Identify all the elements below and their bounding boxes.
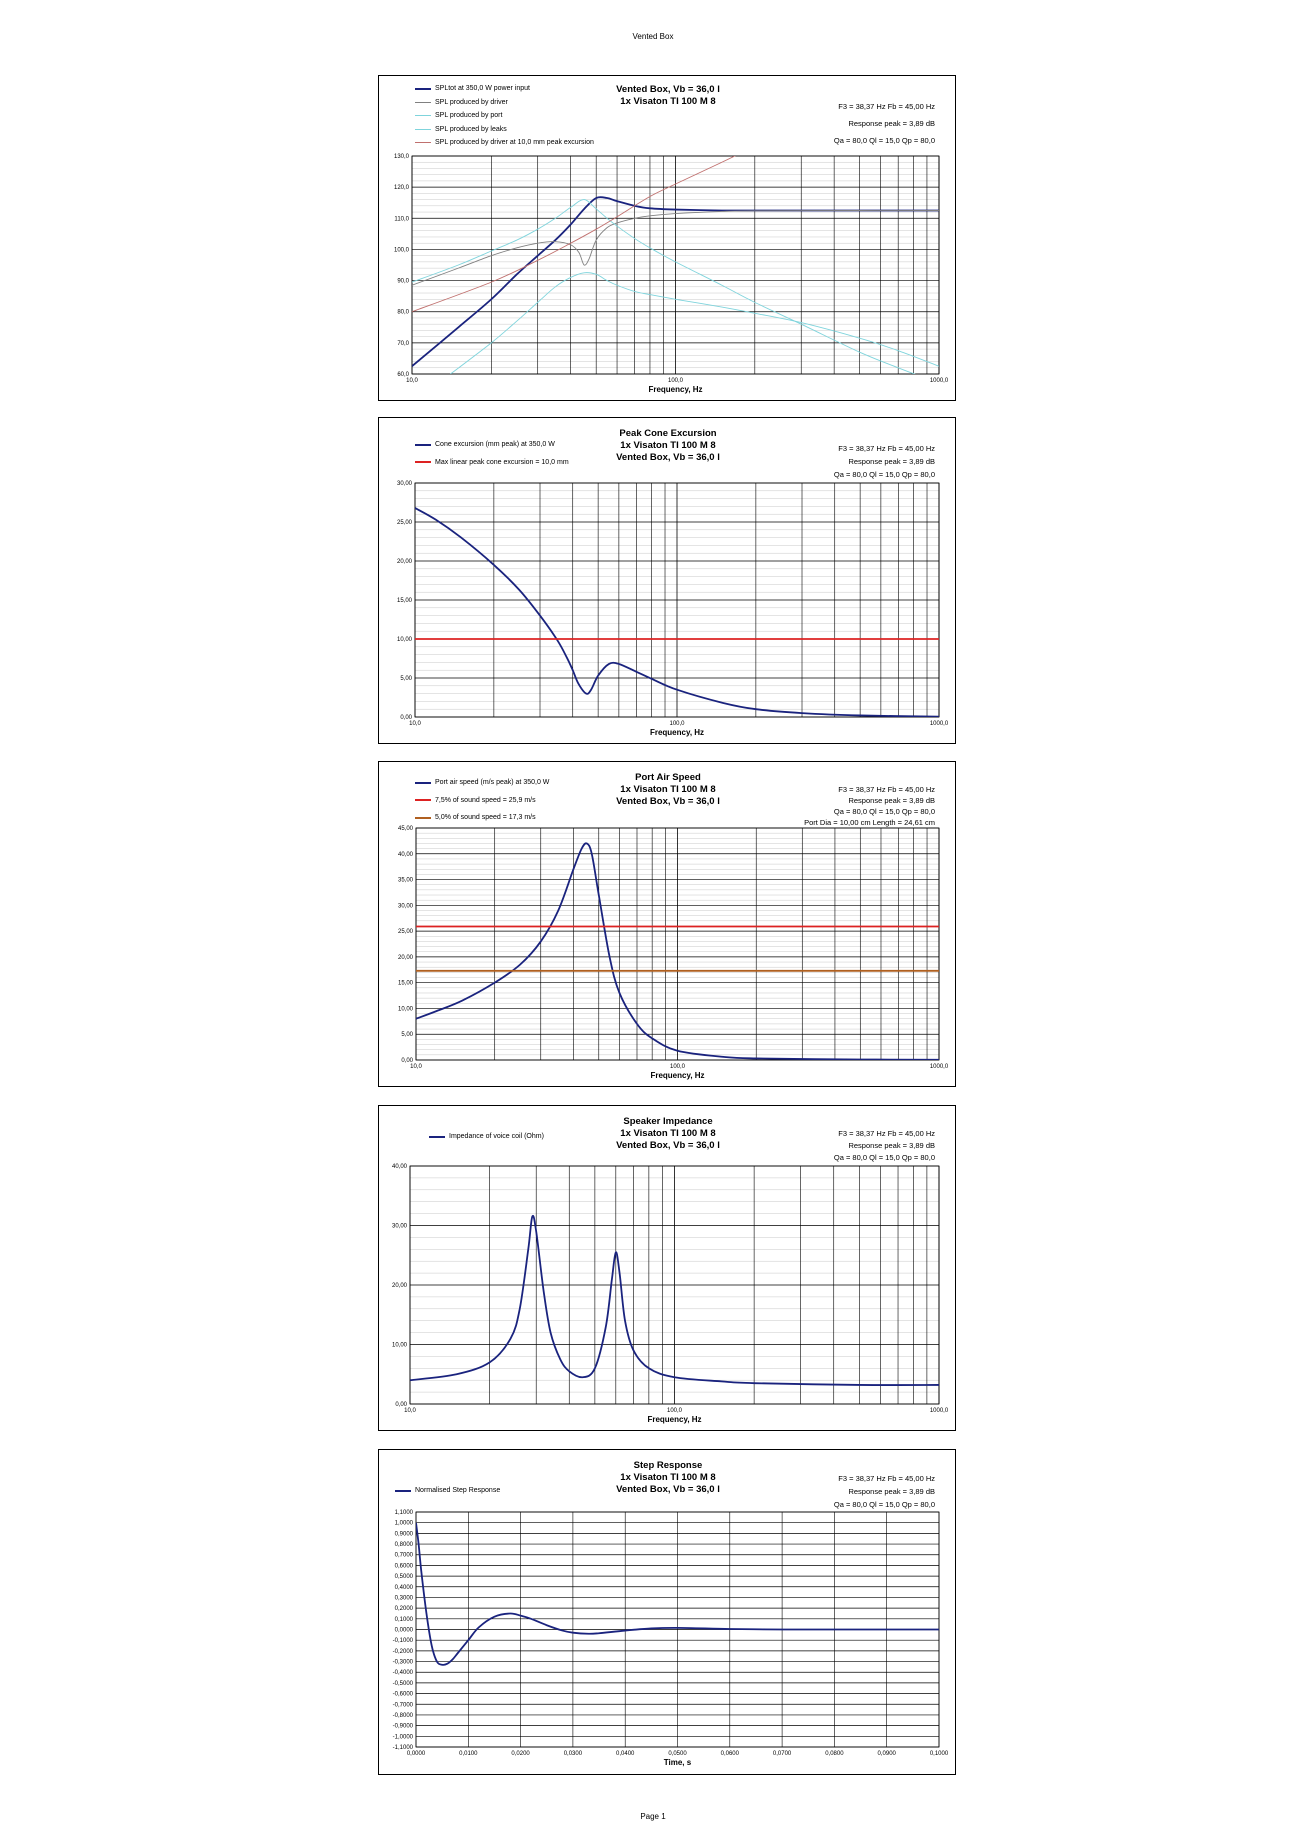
x-tick-label: 1000,0	[929, 378, 949, 384]
x-tick-label: 0,0900	[877, 1751, 896, 1757]
y-tick-label: 0,00	[401, 1058, 413, 1064]
series-line	[451, 273, 940, 374]
y-tick-label: 30,00	[396, 481, 412, 487]
y-tick-label: 0,4000	[394, 1584, 413, 1591]
legend-label: Impedance of voice coil (Ohm)	[449, 1133, 544, 1140]
title-line: 1x Visaton TI 100 M 8	[620, 96, 716, 107]
info-line: Port Dia = 10,00 cm Length = 24,61 cm	[804, 818, 935, 827]
y-tick-label: 0,00	[395, 1402, 407, 1408]
legend-label: SPL produced by driver at 10,0 mm peak excursion	[435, 139, 594, 146]
y-tick-label: 70,0	[397, 340, 409, 347]
y-tick-label: 0,5000	[394, 1574, 413, 1581]
title-line: 1x Visaton TI 100 M 8	[620, 1472, 716, 1483]
y-tick-label: 90,0	[397, 278, 409, 285]
legend-label: Port air speed (m/s peak) at 350,0 W	[435, 779, 550, 786]
y-tick-label: 20,00	[396, 559, 412, 565]
info-line: Response peak = 3,89 dB	[848, 457, 935, 466]
x-tick-label: 0,0500	[668, 1751, 687, 1757]
y-tick-label: -0,1000	[392, 1638, 413, 1645]
title-line: Port Air Speed	[635, 772, 701, 783]
y-tick-label: 1,1000	[394, 1510, 413, 1516]
y-tick-label: 60,0	[397, 372, 409, 378]
y-tick-label: 30,00	[391, 1223, 407, 1230]
x-tick-label: 10,0	[410, 1064, 422, 1070]
title-line: Vented Box, Vb = 36,0 l	[616, 1484, 720, 1495]
y-tick-label: 25,00	[396, 520, 412, 526]
y-tick-label: 25,00	[397, 929, 413, 936]
x-tick-label: 100,0	[669, 1064, 686, 1070]
legend-label: SPL produced by leaks	[435, 125, 507, 133]
step-plot	[379, 1450, 957, 1776]
title-line: Peak Cone Excursion	[619, 428, 717, 439]
legend-label: 5,0% of sound speed = 17,3 m/s	[435, 814, 536, 821]
imp-chart-panel	[378, 1105, 956, 1431]
legend-label: SPLtot at 350,0 W power input	[435, 85, 530, 92]
y-tick-label: 100,0	[393, 247, 409, 254]
y-tick-label: 10,00	[397, 1006, 413, 1013]
y-tick-label: 10,00	[391, 1342, 407, 1349]
y-tick-label: 45,00	[397, 826, 413, 832]
info-line: F3 = 38,37 Hz Fb = 45,00 Hz	[838, 1474, 935, 1483]
y-tick-label: 15,00	[397, 980, 413, 987]
info-line: Response peak = 3,89 dB	[848, 1487, 935, 1496]
y-tick-label: 5,00	[401, 1032, 413, 1039]
x-tick-label: 0,0700	[772, 1751, 792, 1757]
y-tick-label: 120,0	[393, 185, 409, 192]
x-axis-label: Frequency, Hz	[647, 1415, 702, 1424]
y-tick-label: 110,0	[394, 216, 409, 223]
y-tick-label: -0,5000	[392, 1680, 413, 1687]
y-tick-label: -0,9000	[392, 1723, 413, 1730]
y-tick-label: 15,00	[396, 598, 412, 604]
info-line: Qa = 80,0 Ql = 15,0 Qp = 80,0	[833, 136, 935, 145]
y-tick-label: 0,1000	[394, 1616, 413, 1623]
x-tick-label: 0,1000	[929, 1751, 949, 1757]
y-tick-label: 0,0000	[394, 1627, 413, 1634]
x-tick-label: 0,0800	[825, 1751, 844, 1757]
x-tick-label: 1000,0	[929, 721, 949, 727]
title-line: Vented Box, Vb = 36,0 l	[616, 1140, 720, 1151]
step-chart-panel	[378, 1449, 956, 1775]
legend-label: Max linear peak cone excursion = 10,0 mm	[435, 458, 569, 466]
y-tick-label: 0,00	[400, 715, 412, 721]
info-line: Response peak = 3,89 dB	[848, 796, 935, 805]
info-line: F3 = 38,37 Hz Fb = 45,00 Hz	[838, 102, 935, 111]
y-tick-label: 40,00	[397, 851, 413, 858]
y-tick-label: 0,9000	[394, 1531, 413, 1538]
info-line: Qa = 80,0 Ql = 15,0 Qp = 80,0	[833, 807, 935, 816]
x-axis-label: Frequency, Hz	[648, 385, 703, 394]
spl-chart-panel	[378, 75, 956, 401]
y-tick-label: 30,00	[397, 903, 413, 910]
x-tick-label: 1000,0	[929, 1408, 949, 1414]
y-tick-label: 80,0	[397, 309, 409, 316]
y-tick-label: 0,2000	[394, 1606, 413, 1613]
y-tick-label: 5,00	[400, 676, 412, 682]
x-tick-label: 1000,0	[929, 1064, 949, 1070]
info-line: Response peak = 3,89 dB	[848, 119, 935, 128]
y-tick-label: 0,7000	[394, 1552, 413, 1559]
y-tick-label: 20,00	[397, 954, 413, 961]
x-axis-label: Frequency, Hz	[650, 1071, 705, 1080]
legend-label: SPL produced by driver	[435, 98, 508, 106]
x-tick-label: 0,0100	[459, 1751, 478, 1757]
page-header: Vented Box	[632, 32, 674, 41]
imp-plot	[379, 1106, 957, 1432]
info-line: F3 = 38,37 Hz Fb = 45,00 Hz	[838, 785, 935, 794]
x-tick-label: 100,0	[669, 721, 685, 727]
cone-plot	[379, 418, 957, 745]
cone-chart-panel	[378, 417, 956, 744]
x-axis-label: Time, s	[663, 1758, 692, 1767]
x-tick-label: 0,0300	[563, 1751, 583, 1757]
x-axis-label: Frequency, Hz	[649, 728, 705, 737]
y-tick-label: 0,8000	[394, 1542, 413, 1549]
title-line: Step Response	[633, 1460, 703, 1471]
title-line: 1x Visaton TI 100 M 8	[620, 784, 716, 795]
y-tick-label: -0,7000	[392, 1702, 413, 1709]
y-tick-label: 130,0	[393, 154, 409, 160]
title-line: Vented Box, Vb = 36,0 l	[616, 452, 720, 463]
title-line: 1x Visaton TI 100 M 8	[620, 440, 716, 451]
x-tick-label: 100,0	[667, 378, 684, 384]
x-tick-label: 10,0	[404, 1408, 416, 1414]
y-tick-label: 40,00	[391, 1164, 407, 1170]
info-line: Response peak = 3,89 dB	[848, 1141, 935, 1150]
x-tick-label: 0,0600	[720, 1751, 739, 1757]
x-tick-label: 0,0000	[406, 1751, 426, 1757]
x-tick-label: 0,0200	[511, 1751, 530, 1757]
y-tick-label: 10,00	[396, 637, 412, 643]
legend-label: SPL produced by port	[435, 112, 503, 119]
legend-label: Cone excursion (mm peak) at 350,0 W	[435, 441, 555, 448]
y-tick-label: -0,8000	[392, 1712, 413, 1719]
y-tick-label: -1,0000	[392, 1734, 413, 1741]
info-line: Qa = 80,0 Ql = 15,0 Qp = 80,0	[833, 1500, 935, 1509]
y-tick-label: 20,00	[391, 1283, 407, 1289]
info-line: Qa = 80,0 Ql = 15,0 Qp = 80,0	[833, 470, 935, 479]
y-tick-label: 0,3000	[394, 1595, 413, 1602]
spl-plot	[379, 76, 957, 402]
title-line: Speaker Impedance	[623, 1116, 713, 1127]
y-tick-label: -0,4000	[392, 1670, 413, 1677]
title-line: Vented Box, Vb = 36,0 l	[616, 796, 720, 807]
y-tick-label: 35,00	[397, 877, 413, 884]
y-tick-label: -0,3000	[392, 1659, 413, 1666]
port-plot	[379, 762, 957, 1088]
y-tick-label: -0,2000	[392, 1648, 413, 1655]
legend-label: Normalised Step Response	[415, 1487, 501, 1494]
info-line: F3 = 38,37 Hz Fb = 45,00 Hz	[838, 444, 935, 453]
page-footer: Page 1	[640, 1812, 666, 1821]
x-tick-label: 0,0400	[616, 1751, 635, 1757]
x-tick-label: 10,0	[406, 378, 418, 384]
x-tick-label: 100,0	[666, 1408, 683, 1414]
info-line: F3 = 38,37 Hz Fb = 45,00 Hz	[838, 1129, 935, 1138]
info-line: Qa = 80,0 Ql = 15,0 Qp = 80,0	[833, 1153, 935, 1162]
y-tick-label: 1,0000	[394, 1520, 413, 1527]
y-tick-label: -0,6000	[392, 1691, 413, 1698]
y-tick-label: 0,6000	[394, 1563, 413, 1570]
x-tick-label: 10,0	[409, 721, 421, 727]
legend-label: 7,5% of sound speed = 25,9 m/s	[435, 796, 536, 804]
title-line: Vented Box, Vb = 36,0 l	[616, 84, 720, 95]
y-tick-label: -1,1000	[392, 1745, 413, 1751]
title-line: 1x Visaton TI 100 M 8	[620, 1128, 716, 1139]
port-chart-panel	[378, 761, 956, 1087]
